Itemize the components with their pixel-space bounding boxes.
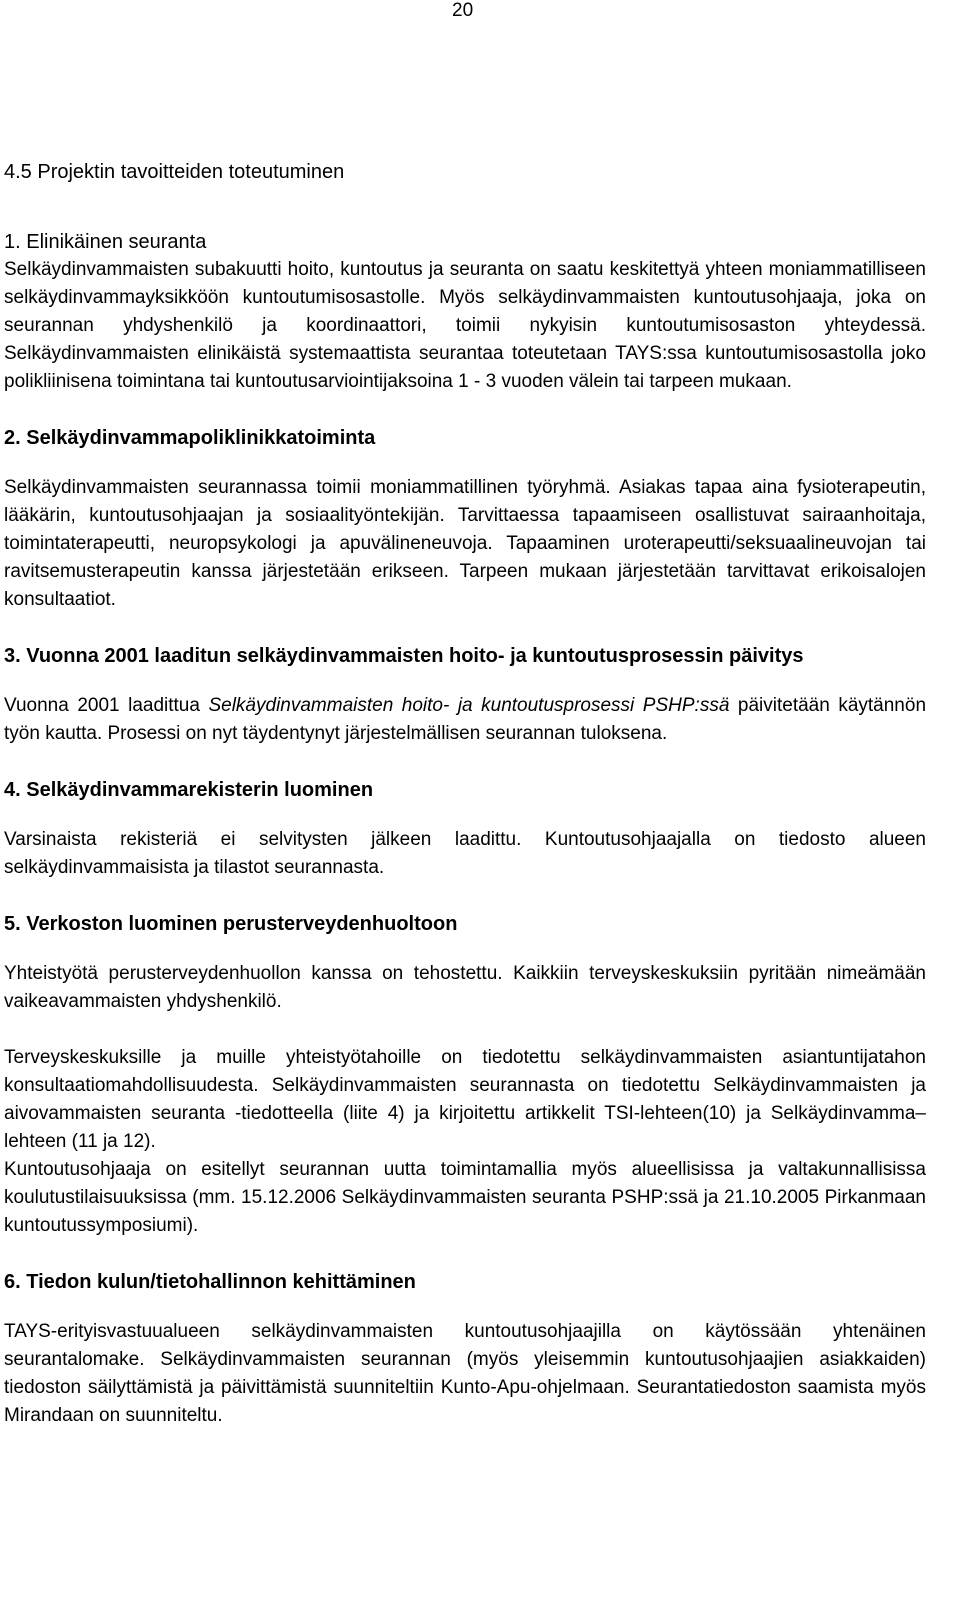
section-heading: 1. Elinikäinen seuranta [4,231,207,253]
page-number: 20 [452,0,474,21]
section-4 [4,776,926,882]
section-1 [4,228,926,396]
document-body [4,158,926,1430]
section-heading: 2. Selkäydinvammapoliklinikkatoiminta [4,427,376,449]
main-heading: 4.5 Projektin tavoitteiden toteutuminen [4,161,345,183]
section-paragraph: Terveyskeskuksille ja muille yhteistyötahoille on tiedotettu selkäydinvammaisten asiantuntijatahon konsultaatiomahdollisuudesta. Selkäydinvammaisten seurannasta on tiedotettu Selkäydinvammaisten ja aivovammaisten seuranta -tiedotteella (liite 4) ja kirjoitettu artikkelit TSI-lehteen(10) ja Selkäydinvamma–lehteen (11 ja 12). [4,1047,926,1152]
section-heading: 6. Tiedon kulun/tietohallinnon kehittäminen [4,1271,416,1293]
section-3 [4,642,926,748]
section-2 [4,424,926,614]
paragraph-text: Vuonna 2001 laadittua [4,695,209,716]
section-paragraph: Selkäydinvammaisten seurannassa toimii moniammatillinen työryhmä. Asiakas tapaa aina fysioterapeutin, lääkärin, kuntoutusohjaajan ja sosiaalityöntekijän. Tarvittaessa tapaamiseen osallistuvat sairaanhoitaja, toimintaterapeutti, neuropsykologi ja apuvälineneuvoja. Tapaaminen uroterapeutti/seksuaalineuvojan tai ravitsemusterapeutin kanssa järjestetään erikseen. Tarpeen mukaan järjestetään tarvittavat erikoisalojen konsultaatiot. [4,477,926,610]
section-heading: 3. Vuonna 2001 laaditun selkäydinvammaisten hoito- ja kuntoutusprosessin päivitys [4,645,804,667]
process-title: Selkäydinvammaisten hoito- ja kuntoutusprosessi PSHP:ssä [208,695,730,716]
section-paragraph: Selkäydinvammaisten subakuutti hoito, kuntoutus ja seuranta on saatu keskitettyä yhteen moniammatilliseen selkäydinvammayksikköön kuntoutumisosastolle. Myös selkäydinvammaisten kuntoutusohjaaja, joka on seurannan yhdyshenkilö ja koordinaattori, toimii nykyisin kuntoutumisosaston yhteydessä. Selkäydinvammaisten elinikäistä systemaattista seurantaa toteutetaan TAYS:ssa kuntoutumisosastolla joko polikliinisena toimintana tai kuntoutusarviointijaksoina 1 - 3 vuoden välein tai tarpeen mukaan. [4,259,926,392]
section-heading: 5. Verkoston luominen perusterveydenhuoltoon [4,913,458,935]
section-paragraph [4,692,926,748]
section-paragraph: Varsinaista rekisteriä ei selvitysten jälkeen laadittu. Kuntoutusohjaajalla on tiedosto alueen selkäydinvammaisista ja tilastot seurannasta. [4,829,926,878]
paragraph-text: päivitetään käytännön työn kautta. Prosessi on nyt täydentynyt järjestelmällisen seurannan tuloksena. [4,695,927,744]
section-paragraph: Yhteistyötä perusterveydenhuollon kanssa on tehostettu. Kaikkiin terveyskeskuksiin pyritään nimeämään vaikeavammaisten yhdyshenkilö. [4,963,926,1012]
section-heading: 4. Selkäydinvammarekisterin luominen [4,779,374,801]
section-5 [4,910,926,1240]
section-6 [4,1268,926,1430]
section-paragraph: Kuntoutusohjaaja on esitellyt seurannan uutta toimintamallia myös alueellisissa ja valtakunnallisissa koulutustilaisuuksissa (mm. 15.12.2006 Selkäydinvammaisten seuranta PSHP:ssä ja 21.10.2005 Pirkanmaan kuntoutussymposiumi). [4,1159,926,1236]
section-paragraph: TAYS-erityisvastuualueen selkäydinvammaisten kuntoutusohjaajilla on käytössään yhtenäinen seurantalomake. Selkäydinvammaisten seurannan (myös yleisemmin kuntoutusohjaajien asiakkaiden) tiedoston säilyttämistä ja päivittämistä suunniteltiin Kunto-Apu-ohjelmaan. Seurantatiedoston saamista myös Mirandaan on suunniteltu. [4,1321,926,1426]
